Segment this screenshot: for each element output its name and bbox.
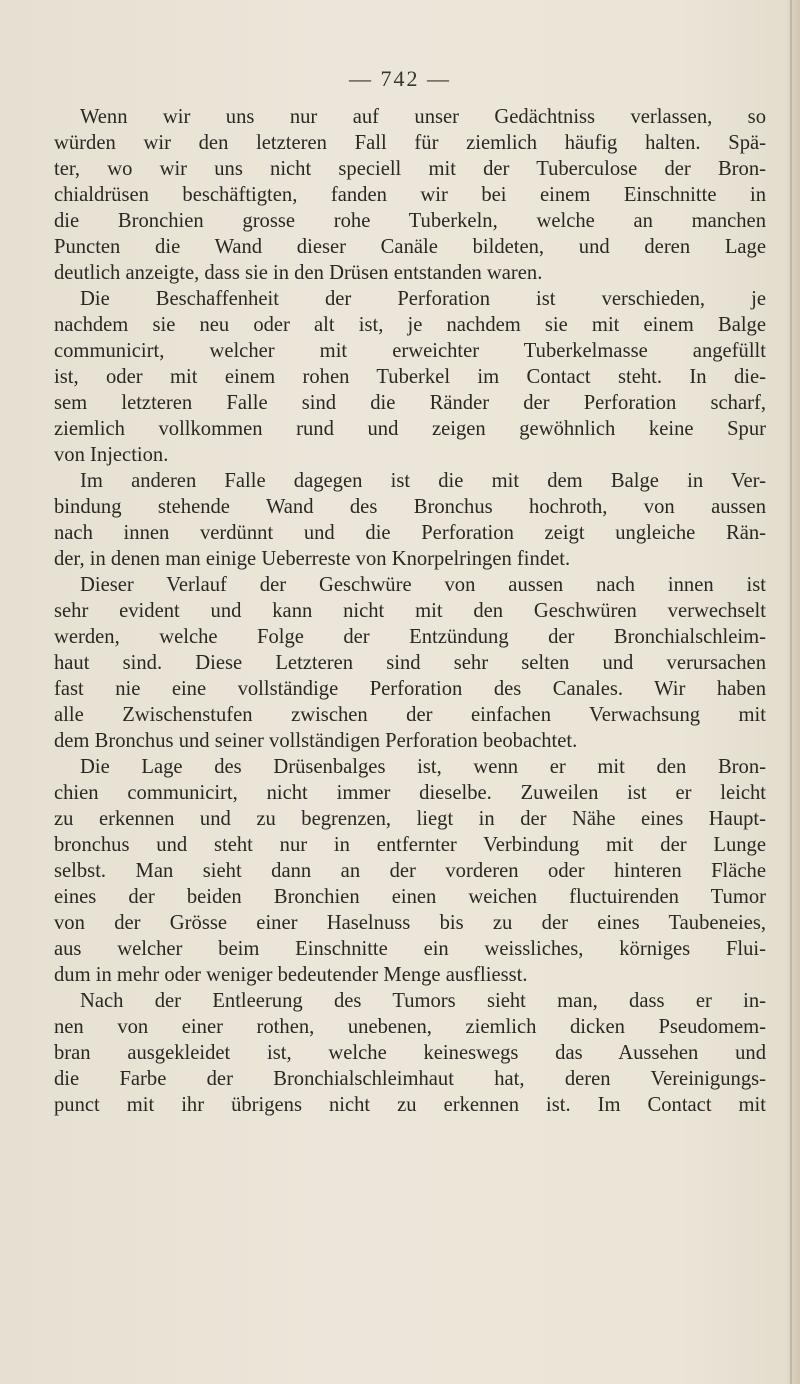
text-line: Nach der Entleerung des Tumors sieht man, dass er in- — [80, 990, 766, 1012]
text-line: die Farbe der Bronchialschleimhaut hat, deren Vereinigungs- — [54, 1068, 766, 1090]
text-line: Puncten die Wand dieser Canäle bildeten, und deren Lage — [54, 236, 766, 258]
text-line: bronchus und steht nur in entfernter Verbindung mit der Lunge — [54, 834, 766, 856]
text-line: Im anderen Falle dagegen ist die mit dem Balge in Ver- — [80, 470, 766, 492]
text-line: nach innen verdünnt und die Perforation zeigt ungleiche Rän- — [54, 522, 766, 544]
text-line: aus welcher beim Einschnitte ein weissliches, körniges Flui- — [54, 938, 766, 960]
text-line: ziemlich vollkommen rund und zeigen gewöhnlich keine Spur — [54, 418, 766, 440]
text-line: fast nie eine vollständige Perforation des Canales. Wir haben — [54, 678, 766, 700]
text-line: punct mit ihr übrigens nicht zu erkennen ist. Im Contact mit — [54, 1094, 766, 1116]
text-line: bran ausgekleidet ist, welche keineswegs das Aussehen und — [54, 1042, 766, 1064]
text-line: alle Zwischenstufen zwischen der einfachen Verwachsung mit — [54, 704, 766, 726]
text-line: ist, oder mit einem rohen Tuberkel im Contact steht. In die- — [54, 366, 766, 388]
text-line: von der Grösse einer Haselnuss bis zu der eines Taubeneies, — [54, 912, 766, 934]
text-line: Wenn wir uns nur auf unser Gedächtniss verlassen, so — [80, 106, 766, 128]
text-line: von Injection. — [54, 444, 169, 466]
text-line: nachdem sie neu oder alt ist, je nachdem sie mit einem Balge — [54, 314, 766, 336]
text-line: werden, welche Folge der Entzündung der Bronchialschleim- — [54, 626, 766, 648]
page-edge-shadow — [786, 0, 800, 1384]
page-edge-line — [790, 0, 792, 1384]
text-line: ter, wo wir uns nicht speciell mit der Tuberculose der Bron- — [54, 158, 766, 180]
text-line: selbst. Man sieht dann an der vorderen oder hinteren Fläche — [54, 860, 766, 882]
text-line: dem Bronchus und seiner vollständigen Perforation beobachtet. — [54, 730, 578, 752]
text-line: nen von einer rothen, unebenen, ziemlich dicken Pseudomem- — [54, 1016, 766, 1038]
text-line: haut sind. Diese Letzteren sind sehr selten und verursachen — [54, 652, 766, 674]
text-line: bindung stehende Wand des Bronchus hochroth, von aussen — [54, 496, 766, 518]
text-line: zu erkennen und zu begrenzen, liegt in der Nähe eines Haupt- — [54, 808, 766, 830]
text-line: der, in denen man einige Ueberreste von Knorpelringen findet. — [54, 548, 571, 570]
text-line: deutlich anzeigte, dass sie in den Drüsen entstanden waren. — [54, 262, 543, 284]
text-line: die Bronchien grosse rohe Tuberkeln, welche an manchen — [54, 210, 766, 232]
text-line: Die Beschaffenheit der Perforation ist verschieden, je — [80, 288, 766, 310]
text-line: communicirt, welcher mit erweichter Tuberkelmasse angefüllt — [54, 340, 766, 362]
text-line: würden wir den letzteren Fall für ziemlich häufig halten. Spä- — [54, 132, 766, 154]
text-line: eines der beiden Bronchien einen weichen fluctuirenden Tumor — [54, 886, 766, 908]
text-line: Die Lage des Drüsenbalges ist, wenn er mit den Bron- — [80, 756, 766, 778]
body-text — [54, 104, 766, 1118]
text-line: sem letzteren Falle sind die Ränder der Perforation scharf, — [54, 392, 766, 414]
text-line: sehr evident und kann nicht mit den Geschwüren verwechselt — [54, 600, 766, 622]
text-line: dum in mehr oder weniger bedeutender Menge ausfliesst. — [54, 964, 528, 986]
text-line: chialdrüsen beschäftigten, fanden wir bei einem Einschnitte in — [54, 184, 766, 206]
text-line: chien communicirt, nicht immer dieselbe. Zuweilen ist er leicht — [54, 782, 766, 804]
text-line: Dieser Verlauf der Geschwüre von aussen nach innen ist — [80, 574, 766, 596]
page-number: — 742 — — [349, 66, 451, 91]
